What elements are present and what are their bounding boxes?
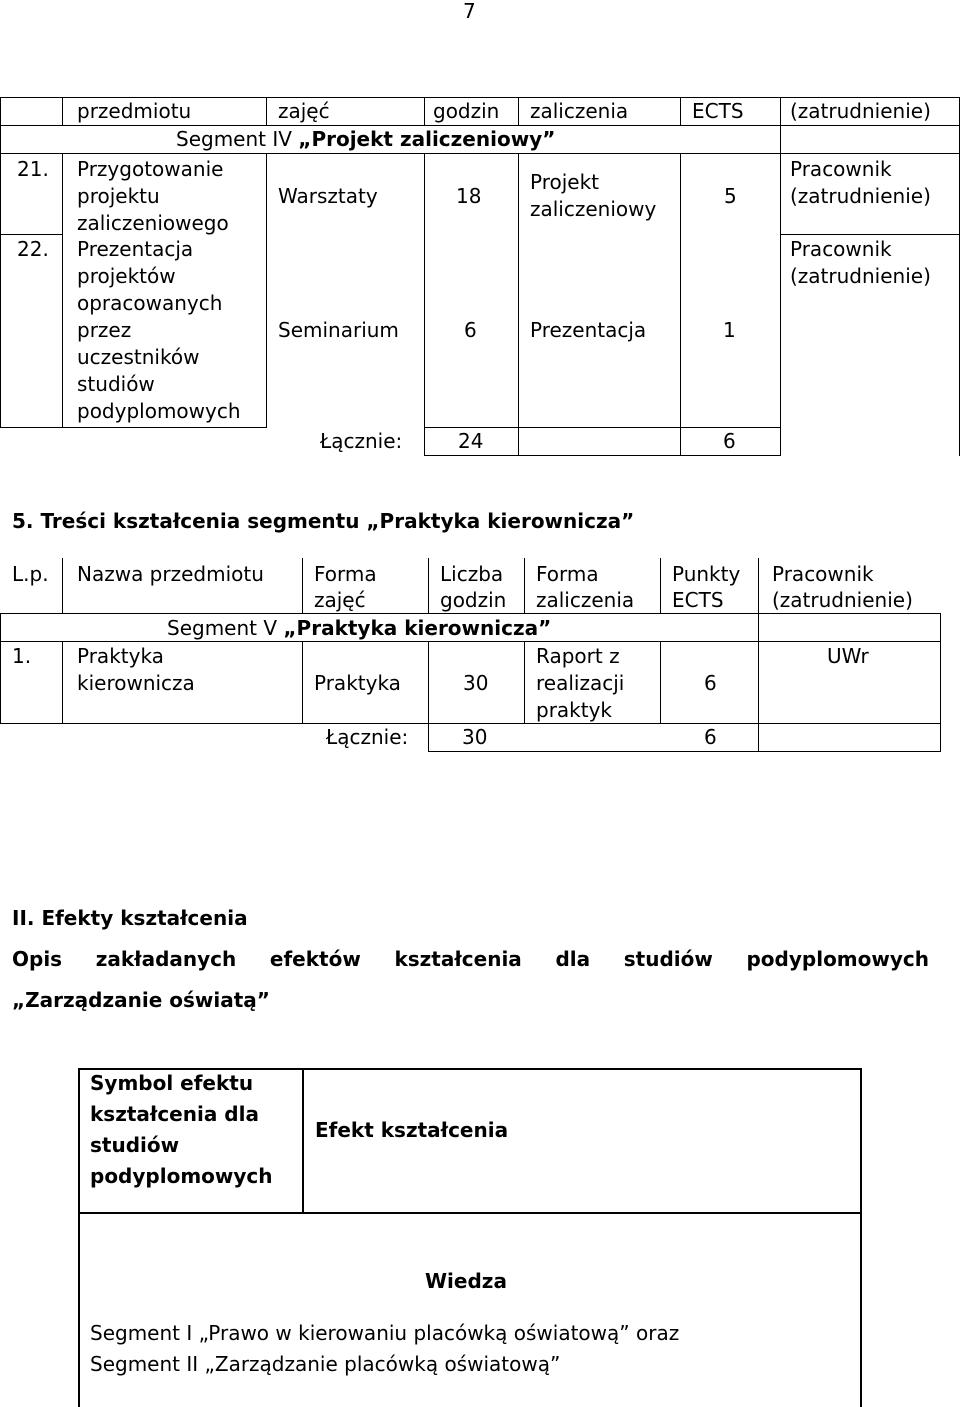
t1-segment-name: „Projekt zaliczeniowy” (298, 127, 556, 151)
t2-header-ects-2: ECTS (672, 588, 724, 612)
section-5-title: 5. Treści kształcenia segmentu „Praktyka kierownicza” (12, 509, 635, 533)
t1-row22-pracownik-2: (zatrudnienie) (790, 264, 931, 288)
t2-header-zaliczenie-2: zaliczenia (536, 588, 635, 612)
t1-row22-name-5: uczestników (77, 345, 200, 369)
t1-row21-pracownik-2: (zatrudnienie) (790, 184, 931, 208)
t1-row21-forma: Warsztaty (278, 184, 378, 208)
t2-row1-name-1: Praktyka (77, 644, 164, 668)
t1-segment-title (176, 126, 555, 153)
t1-row22-forma: Seminarium (278, 318, 399, 342)
t1-row22-pracownik-1: Pracownik (790, 237, 892, 261)
t2-header-forma-2: zajęć (314, 588, 366, 612)
t3-header-symbol-2: kształcenia dla (90, 1102, 259, 1126)
t3-header-effect: Efekt kształcenia (315, 1118, 509, 1142)
t1-row21-godziny: 18 (456, 184, 482, 208)
t3-header-symbol-3: studiów (90, 1133, 180, 1157)
t1-row22-name-6: studiów (77, 372, 155, 396)
t1-header-przedmiotu: przedmiotu (77, 99, 192, 123)
section-2-desc-line1: Opis zakładanych efektów kształcenia dla studiów podyplomowych (12, 947, 929, 971)
t2-header-pracownik-1: Pracownik (772, 562, 874, 586)
t2-header-pracownik-2: (zatrudnienie) (772, 588, 913, 612)
t2-total-label: Łącznie: (326, 725, 409, 749)
t3-wiedza-label: Wiedza (425, 1269, 507, 1293)
t1-total-hours: 24 (458, 429, 484, 453)
t2-segment-prefix: Segment V (167, 616, 278, 640)
section-2-heading: II. Efekty kształcenia (12, 906, 248, 930)
t1-row21-zaliczenie-2: zaliczeniowy (530, 197, 657, 221)
t1-header-zaliczenia: zaliczenia (530, 99, 629, 123)
t1-header-zajec: zajęć (278, 99, 330, 123)
t2-header-liczba-1: Liczba (440, 562, 504, 586)
t1-header-zatrudnienie: (zatrudnienie) (790, 99, 931, 123)
t3-header-symbol-1: Symbol efektu (90, 1071, 254, 1095)
t2-segment-name: „Praktyka kierownicza” (283, 616, 552, 640)
t2-segment-title (167, 615, 551, 642)
t1-total-label: Łącznie: (320, 429, 403, 453)
t1-row21-pracownik-1: Pracownik (790, 157, 892, 181)
t2-header-lp: L.p. (12, 562, 49, 586)
t2-row1-zaliczenie-1: Raport z (536, 644, 620, 668)
t2-row1-zaliczenie-2: realizacji (536, 671, 625, 695)
t2-row1-ects: 6 (704, 671, 717, 695)
t2-header-liczba-2: godzin (440, 588, 507, 612)
t1-header-godzin: godzin (433, 99, 500, 123)
t2-row1-name-2: kierownicza (77, 671, 195, 695)
page-number: 7 (463, 0, 476, 23)
t1-row22-name-7: podyplomowych (77, 399, 241, 423)
t1-row22-name-3: opracowanych (77, 291, 223, 315)
t3-segment-line2: Segment II „Zarządzanie placówką oświatową” (90, 1352, 561, 1376)
t1-row21-zaliczenie-1: Projekt (530, 170, 600, 194)
t2-header-forma-1: Forma (314, 562, 377, 586)
t1-row22-zaliczenie: Prezentacja (530, 318, 647, 342)
t1-row21-name-2: projektu (77, 184, 160, 208)
t1-row21-name-3: zaliczeniowego (77, 211, 229, 235)
t1-row22-name-2: projektów (77, 264, 176, 288)
t1-row22-ects: 1 (723, 318, 736, 342)
t2-header-zaliczenie-1: Forma (536, 562, 599, 586)
t3-header-symbol-4: podyplomowych (90, 1164, 273, 1188)
t2-header-ects-1: Punkty (672, 562, 741, 586)
t2-header-nazwa: Nazwa przedmiotu (77, 562, 264, 586)
t2-row1-pracownik: UWr (827, 644, 869, 668)
t1-row22-godziny: 6 (464, 318, 477, 342)
section-2-desc-line2: „Zarządzanie oświatą” (12, 988, 270, 1012)
t1-header-ects: ECTS (692, 99, 744, 123)
t1-row21-name-1: Przygotowanie (77, 157, 224, 181)
t2-row1-lp: 1. (12, 644, 32, 668)
t1-row21-ects: 5 (724, 184, 737, 208)
t3-segment-line1: Segment I „Prawo w kierowaniu placówką oświatową” oraz (90, 1321, 680, 1345)
t2-total-hours: 30 (462, 725, 488, 749)
t1-total-ects: 6 (723, 429, 736, 453)
t2-row1-zaliczenie-3: praktyk (536, 698, 613, 722)
t2-row1-forma: Praktyka (314, 671, 401, 695)
t1-row22-name-4: przez (77, 318, 132, 342)
t1-segment-prefix: Segment IV (176, 127, 292, 151)
t1-row21-lp: 21. (17, 157, 49, 181)
t2-row1-godziny: 30 (463, 671, 489, 695)
t1-row22-lp: 22. (17, 237, 49, 261)
t1-row22-name-1: Prezentacja (77, 237, 194, 261)
t2-total-ects: 6 (704, 725, 717, 749)
